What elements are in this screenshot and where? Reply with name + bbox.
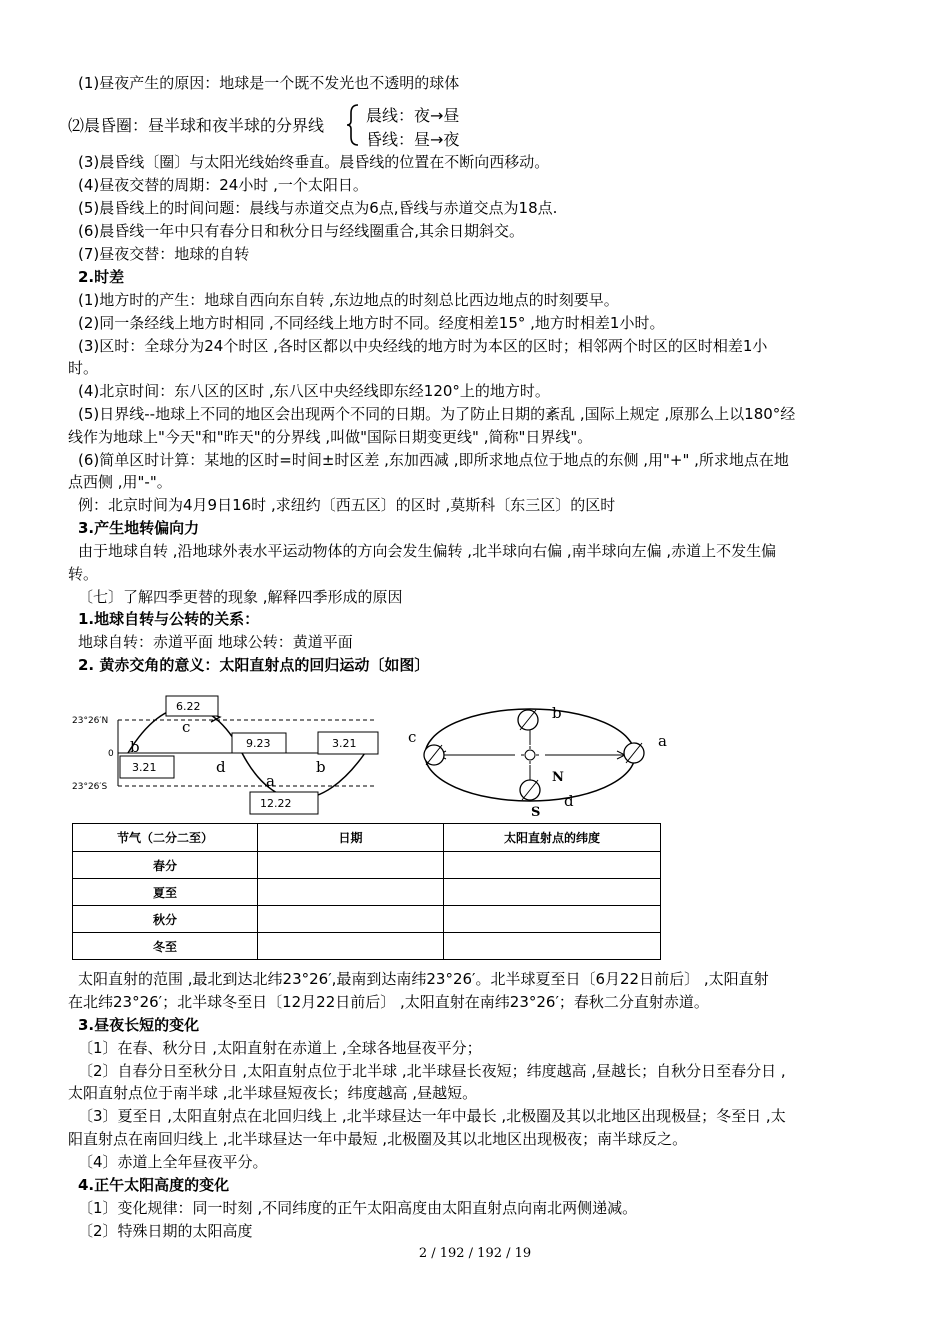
text-line: (1)地方时的产生：地球自西向东自转 ,东边地点的时刻总比西边地点的时刻要早。: [78, 291, 619, 309]
text-line: (2)同一条经线上地方时相同 ,不同经线上地方时不同。经度相差15° ,地方时相差1小时。: [78, 314, 665, 332]
table-cell-empty[interactable]: [444, 852, 661, 879]
table-row: [73, 852, 661, 879]
text-line: 太阳直射点位于南半球 ,北半球昼短夜长；纬度越高 ,昼越短。: [68, 1084, 478, 1102]
point-label-d: d: [216, 758, 226, 776]
table-cell-empty[interactable]: [258, 933, 444, 960]
text-line: (5)日界线--地球上不同的地区会出现两个不同的日期。为了防止日期的紊乱 ,国际上规定 ,原那么上以180°经: [78, 405, 796, 423]
section-heading: 3.产生地转偏向力: [78, 519, 200, 537]
date-label-1222: 12.22: [260, 797, 292, 810]
section-heading: 4.正午太阳高度的变化: [78, 1176, 230, 1194]
text-line: 〔1〕在春、秋分日 ,太阳直射在赤道上 ,全球各地昼夜平分；: [78, 1039, 482, 1057]
text-line: ⑵晨昏圈：昼半球和夜半球的分界线: [68, 116, 325, 135]
text-line: 转。: [68, 565, 99, 583]
point-label-a: a: [266, 772, 275, 790]
text-line: (4)昼夜交替的周期：24小时 ,一个太阳日。: [78, 176, 368, 194]
table-row: [73, 906, 661, 933]
text-line: 点西侧 ,用"-"。: [68, 473, 172, 491]
table-cell-empty[interactable]: [444, 906, 661, 933]
date-label-923: 9.23: [246, 737, 271, 750]
position-label-d: d: [564, 792, 574, 810]
section-heading: 3.昼夜长短的变化: [78, 1016, 200, 1034]
text-line: 〔3〕夏至日 ,太阳直射点在北回归线上 ,北半球昼达一年中最长 ,北极圈及其以北地区出现极昼；冬至日 ,太: [78, 1107, 786, 1125]
south-pole-label: S: [531, 805, 541, 818]
table-cell: 秋分: [73, 906, 258, 933]
text-line: (3)晨昏线〔圈〕与太阳光线始终垂直。晨昏线的位置在不断向西移动。: [78, 153, 550, 171]
text-line: (4)北京时间：东八区的区时 ,东八区中央经线即东经120°上的地方时。: [78, 382, 550, 400]
earth-icon: [424, 745, 444, 765]
text-line: 晨线：夜→昼: [366, 106, 460, 125]
text-line: 太阳直射的范围 ,最北到达北纬23°26′,最南到达南纬23°26′。北半球夏至日〔6月22日前后〕 ,太阳直射: [78, 970, 769, 988]
page-number: 2 / 192 / 192 / 19: [418, 1246, 532, 1261]
earth-icon: [520, 780, 540, 800]
table-header: 日期: [258, 824, 444, 852]
date-label-321: 3.21: [332, 737, 357, 750]
text-line: (1)昼夜产生的原因：地球是一个既不发光也不透明的球体: [78, 74, 460, 92]
point-label-c: c: [182, 718, 191, 736]
text-line: 在北纬23°26′；北半球冬至日〔12月22日前后〕 ,太阳直射在南纬23°26′；春秋二分直射赤道。: [68, 993, 709, 1011]
table-cell: 春分: [73, 852, 258, 879]
date-label-321: 3.21: [132, 761, 157, 774]
table-cell: 夏至: [73, 879, 258, 906]
text-line: 〔1〕变化规律：同一时刻 ,不同纬度的正午太阳高度由太阳直射点向南北两侧递减。: [78, 1199, 638, 1217]
lat-equator-label: 0: [108, 749, 114, 759]
position-label-c: c: [408, 728, 417, 746]
text-line: 昏线：昼→夜: [366, 130, 460, 149]
section-heading: 2.时差: [78, 268, 125, 286]
text-line: (6)晨昏线一年中只有春分日和秋分日与经线圈重合,其余日期斜交。: [78, 222, 525, 240]
north-pole-label: N: [552, 770, 564, 785]
table-header: 节气（二分二至）: [73, 824, 258, 852]
table-row: [73, 879, 661, 906]
text-line: 地球自转：赤道平面 地球公转：黄道平面: [78, 633, 353, 651]
position-label-b: b: [552, 704, 562, 722]
table-cell-empty[interactable]: [444, 933, 661, 960]
position-label-a: a: [658, 732, 667, 750]
table-header: 太阳直射点的纬度: [444, 824, 661, 852]
solar-migration-diagram: [70, 690, 390, 818]
text-line: 阳直射点在南回归线上 ,北半球昼达一年中最短 ,北极圈及其以北地区出现极夜；南半球反之。: [68, 1130, 688, 1148]
table-cell: 冬至: [73, 933, 258, 960]
text-line: 线作为地球上"今天"和"昨天"的分界线 ,叫做"国际日期变更线" ,简称"日界线"。: [68, 428, 593, 446]
lat-north-label: 23°26′N: [72, 716, 109, 726]
text-line: 〔4〕赤道上全年昼夜平分。: [78, 1153, 268, 1171]
point-label-b: b: [130, 738, 140, 756]
text-line: (5)晨昏线上的时间问题：晨线与赤道交点为6点,昏线与赤道交点为18点.: [78, 199, 558, 217]
section-heading: 2. 黄赤交角的意义：太阳直射点的回归运动〔如图〕: [78, 656, 430, 674]
text-line: 〔2〕特殊日期的太阳高度: [78, 1222, 253, 1240]
section-heading: 1.地球自转与公转的关系：: [78, 610, 260, 628]
earth-icon: [624, 743, 644, 763]
text-line: (7)昼夜交替：地球的自转: [78, 245, 250, 263]
lat-south-label: 23°26′S: [72, 782, 108, 792]
text-line: 例：北京时间为4月9日16时 ,求纽约〔西五区〕的区时 ,莫斯科〔东三区〕的区时: [78, 496, 616, 514]
solar-terms-table: [72, 823, 661, 960]
table-cell-empty[interactable]: [258, 879, 444, 906]
text-line: 时。: [68, 359, 99, 377]
date-label-622: 6.22: [176, 700, 201, 713]
table-cell-empty[interactable]: [444, 879, 661, 906]
text-line: 由于地球自转 ,沿地球外表水平运动物体的方向会发生偏转 ,北半球向右偏 ,南半球向左偏 ,赤道上不发生偏: [78, 542, 777, 560]
orbit-diagram: [400, 690, 690, 818]
table-row: [73, 933, 661, 960]
text-line: (6)简单区时计算：某地的区时=时间±时区差 ,东加西减 ,即所求地点位于地点的东侧 ,用"+" ,所求地点在地: [78, 451, 789, 469]
table-cell-empty[interactable]: [258, 906, 444, 933]
brace-icon: [345, 103, 361, 147]
sun-icon: [521, 746, 539, 764]
text-line: 〔七〕了解四季更替的现象 ,解释四季形成的原因: [78, 588, 403, 606]
point-label-b: b: [316, 758, 326, 776]
text-line: 〔2〕自春分日至秋分日 ,太阳直射点位于北半球 ,北半球昼长夜短；纬度越高 ,昼越长；自秋分日至春分日 ,: [78, 1062, 786, 1080]
table-cell-empty[interactable]: [258, 852, 444, 879]
text-line: (3)区时：全球分为24个时区 ,各时区都以中央经线的地方时为本区的区时；相邻两个时区的区时相差1小: [78, 337, 768, 355]
earth-icon: [518, 710, 538, 730]
